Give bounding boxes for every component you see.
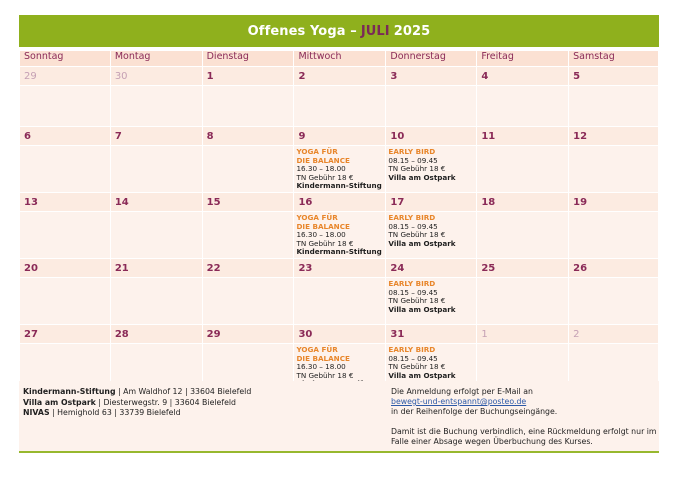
day-number: 16 — [294, 193, 386, 212]
day-cell — [294, 278, 386, 325]
day-cell — [110, 86, 202, 127]
event-fee: TN Gebühr 18 € — [296, 238, 354, 248]
venue-line — [23, 408, 251, 419]
email-link[interactable]: bewegt-und-entspannt@posteo.de — [391, 397, 527, 406]
day-number: 3 — [386, 67, 477, 86]
event-location: Villa am Ostpark — [388, 304, 456, 314]
day-cell — [202, 278, 294, 325]
day-number: 10 — [386, 127, 477, 146]
day-number: 7 — [110, 127, 202, 146]
day-number: 22 — [202, 259, 294, 278]
day-number: 29 — [20, 67, 111, 86]
day-number: 1 — [202, 67, 294, 86]
day-number: 4 — [477, 67, 569, 86]
day-cell — [202, 146, 294, 193]
weekday-3: Mittwoch — [294, 51, 386, 67]
event-location: Villa am Ostpark — [388, 370, 456, 380]
day-cell — [20, 86, 111, 127]
event-fee: TN Gebühr 18 € — [388, 164, 446, 174]
venue-line — [23, 387, 251, 398]
calendar-sheet — [19, 15, 659, 453]
venue-name: Villa am Ostpark — [23, 397, 96, 407]
day-number: 25 — [477, 259, 569, 278]
event-location: Villa am Ostpark — [388, 172, 456, 182]
weekday-2: Dienstag — [202, 51, 294, 67]
day-number: 30 — [110, 67, 202, 86]
day-cell — [386, 278, 477, 325]
day-number: 29 — [202, 325, 294, 344]
day-cell — [294, 86, 386, 127]
day-cell — [110, 146, 202, 193]
week-1-events — [20, 146, 659, 193]
early-bird-event — [386, 344, 476, 380]
event-title: EARLY BIRD — [388, 345, 436, 354]
weekday-6: Samstag — [569, 51, 659, 67]
event-location: Kindermann-Stiftung — [296, 181, 382, 191]
event-time: 16.30 – 18.00 — [296, 164, 346, 174]
day-number: 6 — [20, 127, 111, 146]
event-title: EARLY BIRD — [388, 147, 436, 156]
early-bird-event — [386, 146, 476, 182]
day-cell — [202, 86, 294, 127]
week-3-events — [20, 278, 659, 325]
day-number: 2 — [569, 325, 659, 344]
event-title: YOGA FÜR — [296, 213, 338, 222]
day-cell — [569, 146, 659, 193]
week-4-dates — [20, 325, 659, 344]
day-number: 2 — [294, 67, 386, 86]
footer — [19, 381, 659, 451]
day-cell — [477, 146, 569, 193]
event-title: EARLY BIRD — [388, 279, 436, 288]
venue-line — [23, 398, 251, 409]
booking-note: Damit ist die Buchung verbindlich, eine Rückmeldung erfolgt nur im Falle einer Absage wegen Überbuchung des Kurses. — [391, 427, 657, 446]
event-location: Kindermann-Stiftung — [296, 247, 382, 257]
yoga-balance-event — [294, 212, 385, 257]
event-title-line2: DIE BALANCE — [296, 155, 350, 165]
event-fee: TN Gebühr 18 € — [296, 172, 354, 182]
day-number: 26 — [569, 259, 659, 278]
week-2-events — [20, 212, 659, 259]
event-time: 08.15 – 09.45 — [388, 155, 438, 165]
day-number: 8 — [202, 127, 294, 146]
event-location: Villa am Ostpark — [388, 238, 456, 248]
day-number: 20 — [20, 259, 111, 278]
event-title: EARLY BIRD — [388, 213, 436, 222]
day-number: 24 — [386, 259, 477, 278]
day-cell — [110, 278, 202, 325]
day-cell — [386, 212, 477, 259]
venue-name: NIVAS — [23, 408, 50, 418]
event-time: 08.15 – 09.45 — [388, 353, 438, 363]
week-3-dates — [20, 259, 659, 278]
event-title: YOGA FÜR — [296, 147, 338, 156]
event-title: YOGA FÜR — [296, 345, 338, 354]
weekday-5: Freitag — [477, 51, 569, 67]
day-cell — [569, 212, 659, 259]
event-time: 08.15 – 09.45 — [388, 287, 438, 297]
week-1-dates — [20, 127, 659, 146]
day-cell — [386, 86, 477, 127]
venue-list — [23, 387, 251, 419]
day-number: 17 — [386, 193, 477, 212]
week-0-events — [20, 86, 659, 127]
day-cell — [294, 146, 386, 193]
day-number: 21 — [110, 259, 202, 278]
booking-order: in der Reihenfolge der Buchungseingänge. — [391, 407, 558, 416]
event-time: 16.30 – 18.00 — [296, 362, 346, 372]
day-cell — [386, 146, 477, 193]
day-number: 31 — [386, 325, 477, 344]
day-number: 12 — [569, 127, 659, 146]
day-cell — [569, 86, 659, 127]
event-title-line2: DIE BALANCE — [296, 221, 350, 231]
venue-address: | Diesterwegstr. 9 | 33604 Bielefeld — [95, 397, 236, 407]
day-cell — [20, 212, 111, 259]
day-number: 19 — [569, 193, 659, 212]
event-fee: TN Gebühr 18 € — [296, 370, 354, 380]
day-number: 18 — [477, 193, 569, 212]
title-year: 2025 — [393, 23, 431, 39]
weekday-1: Montag — [110, 51, 202, 67]
day-cell — [569, 278, 659, 325]
day-number: 9 — [294, 127, 386, 146]
day-number: 15 — [202, 193, 294, 212]
booking-info — [391, 387, 659, 447]
week-2-dates — [20, 193, 659, 212]
booking-intro: Die Anmeldung erfolgt per E-Mail an — [391, 387, 533, 396]
day-number: 5 — [569, 67, 659, 86]
weekday-0: Sonntag — [20, 51, 111, 67]
early-bird-event — [386, 278, 476, 314]
title-month: JULI — [360, 23, 390, 39]
event-time: 16.30 – 18.00 — [296, 230, 346, 240]
event-title-line2: DIE BALANCE — [296, 353, 350, 363]
weekday-header — [20, 51, 659, 67]
calendar-title — [19, 15, 659, 47]
day-number: 23 — [294, 259, 386, 278]
day-cell — [202, 212, 294, 259]
weekday-4: Donnerstag — [386, 51, 477, 67]
venue-address: | Hemighold 63 | 33739 Bielefeld — [49, 408, 181, 418]
event-time: 08.15 – 09.45 — [388, 221, 438, 231]
day-number: 1 — [477, 325, 569, 344]
day-cell — [477, 278, 569, 325]
yoga-balance-event — [294, 146, 385, 191]
week-0-dates — [20, 67, 659, 86]
day-cell — [20, 146, 111, 193]
day-cell — [110, 212, 202, 259]
day-cell — [294, 212, 386, 259]
title-prefix: Offenes Yoga – — [247, 23, 357, 39]
early-bird-event — [386, 212, 476, 248]
event-fee: TN Gebühr 18 € — [388, 296, 446, 306]
day-number: 27 — [20, 325, 111, 344]
venue-name: Kindermann-Stiftung — [23, 387, 116, 396]
day-number: 30 — [294, 325, 386, 344]
venue-address: | Am Waldhof 12 | 33604 Bielefeld — [115, 387, 252, 396]
day-number: 11 — [477, 127, 569, 146]
event-fee: TN Gebühr 18 € — [388, 362, 446, 372]
day-number: 13 — [20, 193, 111, 212]
day-number: 28 — [110, 325, 202, 344]
event-fee: TN Gebühr 18 € — [388, 230, 446, 240]
day-cell — [20, 278, 111, 325]
day-number: 14 — [110, 193, 202, 212]
calendar-grid — [19, 50, 659, 391]
day-cell — [477, 212, 569, 259]
day-cell — [477, 86, 569, 127]
